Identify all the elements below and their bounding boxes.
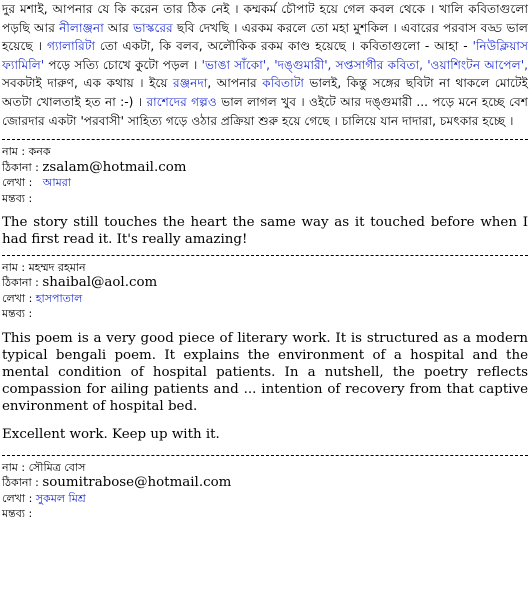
- address-label: ঠিকানা :: [2, 276, 39, 290]
- guestbook-entry: [2, 455, 528, 522]
- address-line: [2, 275, 528, 291]
- comment-paragraph: The story still touches the heart the same way as it touched before when I had first read it. It's really amazing!: [2, 215, 528, 248]
- name-line: [2, 144, 528, 160]
- address-label: ঠিকানা :: [2, 160, 39, 174]
- name-label: নাম :: [2, 460, 26, 474]
- guestbook-entry: [2, 139, 528, 254]
- inline-article-link[interactable]: গ্যালারিটা: [46, 39, 95, 54]
- comment-paragraph: Excellent work. Keep up with it.: [2, 426, 220, 442]
- comment-line: [2, 306, 528, 322]
- writing-label: লেখা :: [2, 176, 33, 190]
- comment-line: [2, 191, 528, 207]
- inline-article-link[interactable]: রঞ্জনদা: [173, 76, 208, 91]
- author-name: সৌমিত্র বোস: [28, 460, 86, 474]
- address-label: ঠিকানা :: [2, 476, 39, 490]
- inline-article-link[interactable]: নীলাঞ্জনা: [59, 20, 104, 35]
- comment-text-segment: তো একটা, কি বলব, অলৌকিক রকম কাণ্ড হয়েছে । কবিতাগুলো - আহা -: [95, 39, 473, 54]
- writing-title-link[interactable]: হাসপাতাল: [35, 291, 83, 305]
- comment-text-segment: , আপনার: [207, 76, 263, 91]
- name-label: নাম :: [2, 145, 26, 159]
- address-line: [2, 475, 528, 491]
- name-label: নাম :: [2, 260, 26, 274]
- inline-article-link[interactable]: কবিতাটা: [262, 76, 304, 91]
- comment-text-segment: দুর মশাই, আপনার যে কি করেন তার ঠিক নেই । কম্মকর্ম চৌপাট হয়ে গেল কবল থেকে । খালি কবিতাগুলো পড়ছি আর: [2, 2, 528, 35]
- author-email: soumitrabose@hotmail.com: [42, 475, 232, 491]
- writing-label: লেখা :: [2, 491, 33, 505]
- comment-line: [2, 506, 528, 522]
- comment-label: মন্তব্য :: [2, 507, 33, 521]
- address-line: [2, 160, 528, 176]
- comment-label: মন্তব্য :: [2, 191, 33, 205]
- guestbook-entry: [2, 255, 528, 455]
- comment-label: মন্তব্য :: [2, 307, 33, 321]
- comment-text-segment: ভালই, কিন্তু সঙ্গের ছবিটা না থাকলে মোটেই অতটা খোলতাই হত না :-) ।: [2, 76, 529, 109]
- inline-article-link[interactable]: 'নিউক্লিয়াস ফ্যামিলি': [2, 39, 528, 72]
- author-name: কনক: [28, 145, 51, 159]
- writing-line: [2, 491, 528, 507]
- inline-article-link[interactable]: ভাস্করের: [133, 20, 173, 35]
- guestbook-page: [2, 0, 528, 522]
- name-line: [2, 260, 528, 276]
- inline-article-link[interactable]: 'ভাঙা সাঁকো', 'দঙ্গুমারী', সপ্তসাগীর কবিতা, 'ওয়াশিংটন আপেল',: [201, 57, 528, 72]
- author-email: shaibal@aol.com: [42, 275, 158, 291]
- comment-text-segment: সবকটাই দারুণ, এক কথায় । ইয়ে: [2, 76, 174, 91]
- writing-title-link[interactable]: আমরা: [42, 176, 71, 190]
- writing-label: লেখা :: [2, 291, 33, 305]
- author-email: zsalam@hotmail.com: [42, 159, 187, 175]
- inline-article-link[interactable]: রাশেদের গল্পও: [146, 94, 217, 109]
- name-line: [2, 460, 528, 476]
- comment-text-segment: ভাল লাগল খুব । ওইটে আর দঙ্গুমারী ... পড়ে মনে হচ্ছে বেশ জোরদার একটা 'পরবাসী' সাহিত্য গড়ে ওঠার প্রক্রিয়া শুরু হয়ে গেছে । চালিয়ে যান দাদারা, চমৎকার হচ্ছে ।: [2, 94, 528, 128]
- comment-text-segment: ছবি দেখছি । এরকম করলে তো মহা মুশকিল । এবারের পরবাস বড্ড ভাল হয়েছে ।: [2, 20, 529, 54]
- previous-comment-text: [2, 0, 528, 130]
- writing-title-link[interactable]: সুকমল মিশ্র: [35, 491, 86, 505]
- comment-text-segment: পড়ে সত্যি চোখে কুটো পড়ল ।: [44, 57, 202, 72]
- comment-paragraph: This poem is a very good piece of literary work. It is structured as a modern typical bengali poem. It explains the environment of a hospital and the mental condition of hospital patients. In a nutshell, the poetry reflects compassion for ailing patients and ... intention of recovery from that captive environment of hospital bed.: [2, 330, 528, 415]
- comment-text-segment: আর: [103, 20, 134, 35]
- writing-line: [2, 291, 528, 307]
- writing-line: [2, 175, 528, 191]
- author-name: মহম্মদ রহমান: [28, 260, 86, 274]
